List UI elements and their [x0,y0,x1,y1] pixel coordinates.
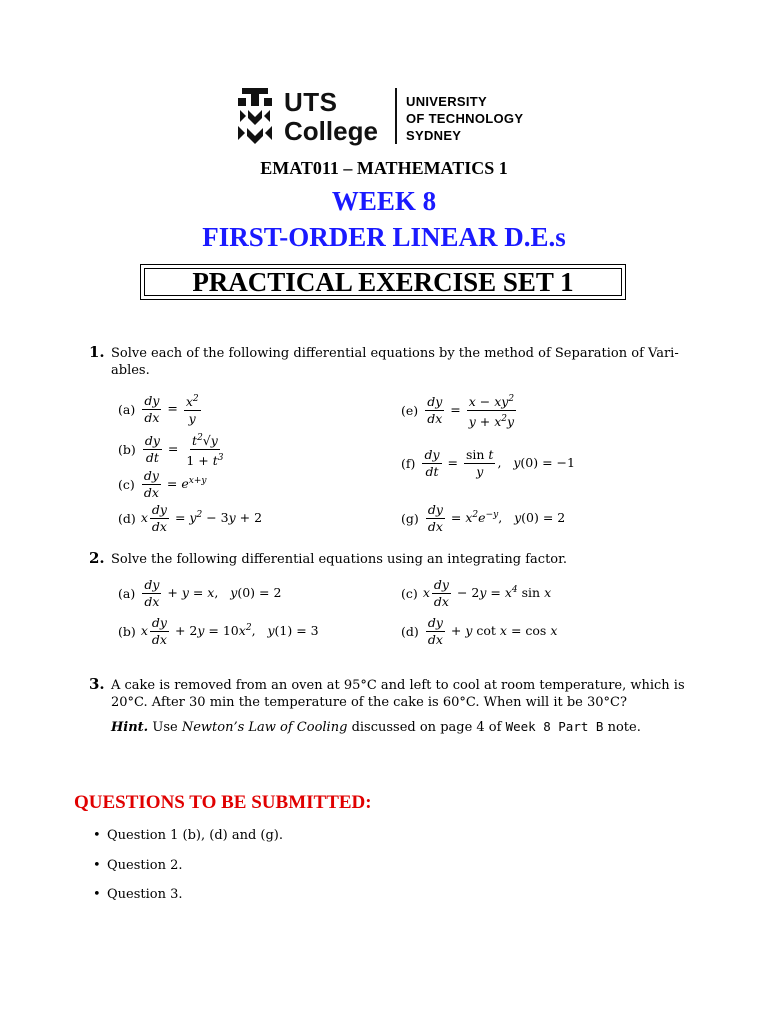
q2-d-label: (d) [401,624,419,639]
q1-text-line-2: ables. [111,363,150,378]
q1-c-label: (c) [118,477,135,492]
q3-hint-mid: discussed on page 4 of [351,720,502,735]
uts-college-logo-icon [236,88,274,146]
exercise-set-box [140,264,626,300]
logo-divider [395,88,397,144]
logo-uts-text: UTS [284,87,338,117]
q1-a: (a) $\frac{dy}{dx}$ = $\frac{x^2}{y}$ [118,392,199,427]
logo-college-text: College [284,116,378,146]
q3-hint-pre: Use [152,720,178,735]
q2-c-label: (c) [401,586,418,601]
q1-e: (e) $\frac{dy}{dx}$ = $\frac{x - xy^2}{y + x^2y}$ [401,391,518,430]
q1-a-label: (a) [118,401,136,417]
course-title: EMAT011 – MATHEMATICS 1 [260,158,508,178]
q1-text-line-1: Solve each of the following differential equations by the method of Separation of Vari- [111,346,679,361]
exercise-set-title: PRACTICAL EXERCISE SET 1 [192,266,574,297]
q3-hint-ref: Week 8 Part B [505,719,604,734]
submission-item: • Question 3. [93,887,183,902]
q1-g: (g) $\frac{dy}{dx}$ = $x^2e^{-y}$, y(0) = 2 [401,502,566,534]
q3-number: 3. [89,675,105,693]
q2-c: (c) x $\frac{dy}{dx}$ − $2y = x^4$ sin x [401,577,552,609]
university-line-1: UNIVERSITY [406,94,488,109]
q2-a-label: (a) [118,586,136,601]
q1-number: 1. [89,343,105,361]
university-line-3: SYDNEY [406,128,462,143]
submission-item-text: Question 3. [107,887,183,902]
q1-e-label: (e) [401,403,419,419]
university-line-2: OF TECHNOLOGY [406,111,524,126]
q2-b: (b) x $\frac{dy}{dx}$ + $2y = 10x^2$, y(1) = 3 [118,615,319,647]
q1-d-label: (d) [118,511,136,526]
q1-f: (f) $\frac{dy}{dt}$ = $\frac{\text{sin t}}{y}$ , y(0) = −1 [401,447,575,479]
q1-g-label: (g) [401,511,419,526]
q2-d: (d) $\frac{dy}{dx}$ + y cot x = cos x [401,615,558,647]
q2-b-label: (b) [118,624,136,639]
submission-heading: QUESTIONS TO BE SUBMITTED: [74,792,372,813]
q1-d: (d) x $\frac{dy}{dx}$ = $y^2 - 3y + 2$ [118,502,263,534]
week-title: WEEK 8 [331,186,437,216]
submission-item: • Question 2. [93,858,183,873]
q1-b-label: (b) [118,442,136,458]
topic-title: FIRST-ORDER LINEAR D.E.s [202,222,566,252]
q3-hint [111,718,641,737]
submission-item-text: Question 2. [107,858,183,873]
q3-text-line-2: 20°C. After 30 min the temperature of the cake is 60°C. When will it be 30°C? [111,695,627,710]
q2-a: (a) $\frac{dy}{dx}$ + y = x, y(0) = 2 [118,577,282,609]
q3-text-line-1: A cake is removed from an oven at 95°C and left to cool at room temperature, which is [111,678,685,693]
q3-hint-label: Hint. [111,720,149,735]
q2-number: 2. [89,549,105,567]
q3-hint-post: note. [607,720,641,735]
q2-text: Solve the following differential equations using an integrating factor. [111,552,568,567]
submission-item: • Question 1 (b), (d) and (g). [93,828,284,843]
q1-b: (b) $\frac{dy}{dt}$ = $\frac{t^2√y}{1 + t^3}$ [118,430,228,469]
q3-hint-law: Newton’s Law of Cooling [181,720,348,735]
submission-item-text: Question 1 (b), (d) and (g). [107,828,284,843]
q1-c: (c) $\frac{dy}{dx}$ = $e^{x+y}$ [118,468,207,500]
q1-f-label: (f) [401,456,416,471]
